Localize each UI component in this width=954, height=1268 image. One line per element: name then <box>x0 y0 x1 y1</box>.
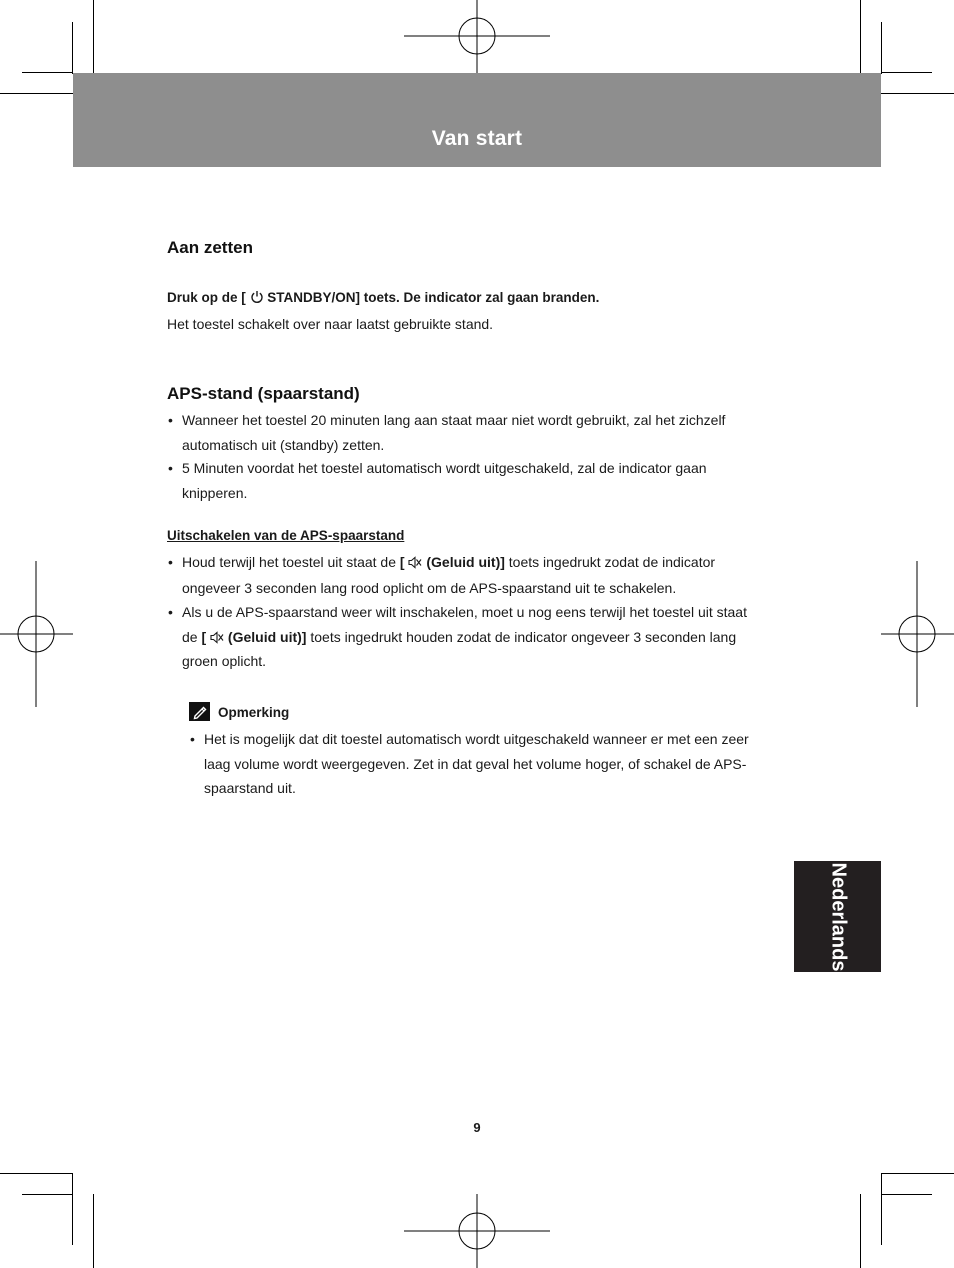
subsection-heading-disable-aps: Uitschakelen van de APS-spaarstand <box>167 528 405 543</box>
bullet-line: 5 Minuten voordat het toestel automatisch wordt uitgeschakeld, zal de indicator gaan <box>182 460 707 476</box>
chapter-header <box>73 73 881 167</box>
page-number: 9 <box>473 1120 481 1135</box>
bullet-dot: • <box>168 460 173 476</box>
mute-icon <box>210 631 224 644</box>
power-on-instruction <box>167 286 599 310</box>
bullet-line: ongeveer 3 seconden lang rood oplicht om de APS-spaarstand uit te schakelen. <box>182 579 677 596</box>
instruction-suffix: STANDBY/ON] toets. De indicator zal gaan branden. <box>267 290 600 305</box>
mute-button-label: (Geluid uit)] <box>227 628 307 645</box>
bullet-dot: • <box>190 731 195 747</box>
power-icon <box>250 290 264 304</box>
mute-icon <box>408 556 422 569</box>
note-line: Het is mogelijk dat dit toestel automatisch wordt uitgeschakeld wanneer er met een zeer <box>204 731 749 747</box>
bullet-dot: • <box>168 554 173 570</box>
bullet-line: knipperen. <box>182 484 248 501</box>
section-heading-power-on: Aan zetten <box>167 238 253 257</box>
chapter-title: Van start <box>431 127 523 150</box>
bullet-line: automatisch uit (standby) zetten. <box>182 436 385 453</box>
language-label: Nederlands <box>827 862 849 971</box>
instruction-prefix: Druk op de [ <box>167 290 246 305</box>
power-on-description: Het toestel schakelt over naar laatst gebruikte stand. <box>167 316 494 332</box>
bullet-line: groen oplicht. <box>182 653 267 669</box>
bullet-dot: • <box>168 412 173 428</box>
bullet-line: Als u de APS-spaarstand weer wilt inschakelen, moet u nog eens terwijl het toestel uit staat <box>182 604 747 620</box>
language-side-tab <box>794 861 881 972</box>
note-title: Opmerking <box>218 705 290 720</box>
bracket-open: [ <box>399 554 405 570</box>
bullet-text: Houd terwijl het toestel uit staat de <box>182 554 397 570</box>
note-line: laag volume wordt weergegeven. Zet in dat geval het volume hoger, of schakel de APS- <box>204 755 747 772</box>
bullet-text: de <box>182 628 198 645</box>
bullet-text: toets ingedrukt houden zodat de indicator ongeveer 3 seconden lang <box>310 628 737 645</box>
bullet-dot: • <box>168 604 173 620</box>
registration-target-bottom <box>404 1194 550 1268</box>
pencil-note-icon <box>189 702 210 721</box>
bullet-text: toets ingedrukt zodat de indicator <box>508 554 716 570</box>
bullet-line: Wanneer het toestel 20 minuten lang aan staat maar niet wordt gebruikt, zal het zichzelf <box>182 412 726 428</box>
registration-target-left <box>0 561 73 707</box>
registration-target-right <box>881 561 954 707</box>
bracket-open: [ <box>201 628 207 645</box>
registration-target-top <box>404 0 550 73</box>
mute-button-label: (Geluid uit)] <box>426 554 505 570</box>
note-line: spaarstand uit. <box>204 780 296 796</box>
section-heading-aps: APS-stand (spaarstand) <box>167 384 360 403</box>
